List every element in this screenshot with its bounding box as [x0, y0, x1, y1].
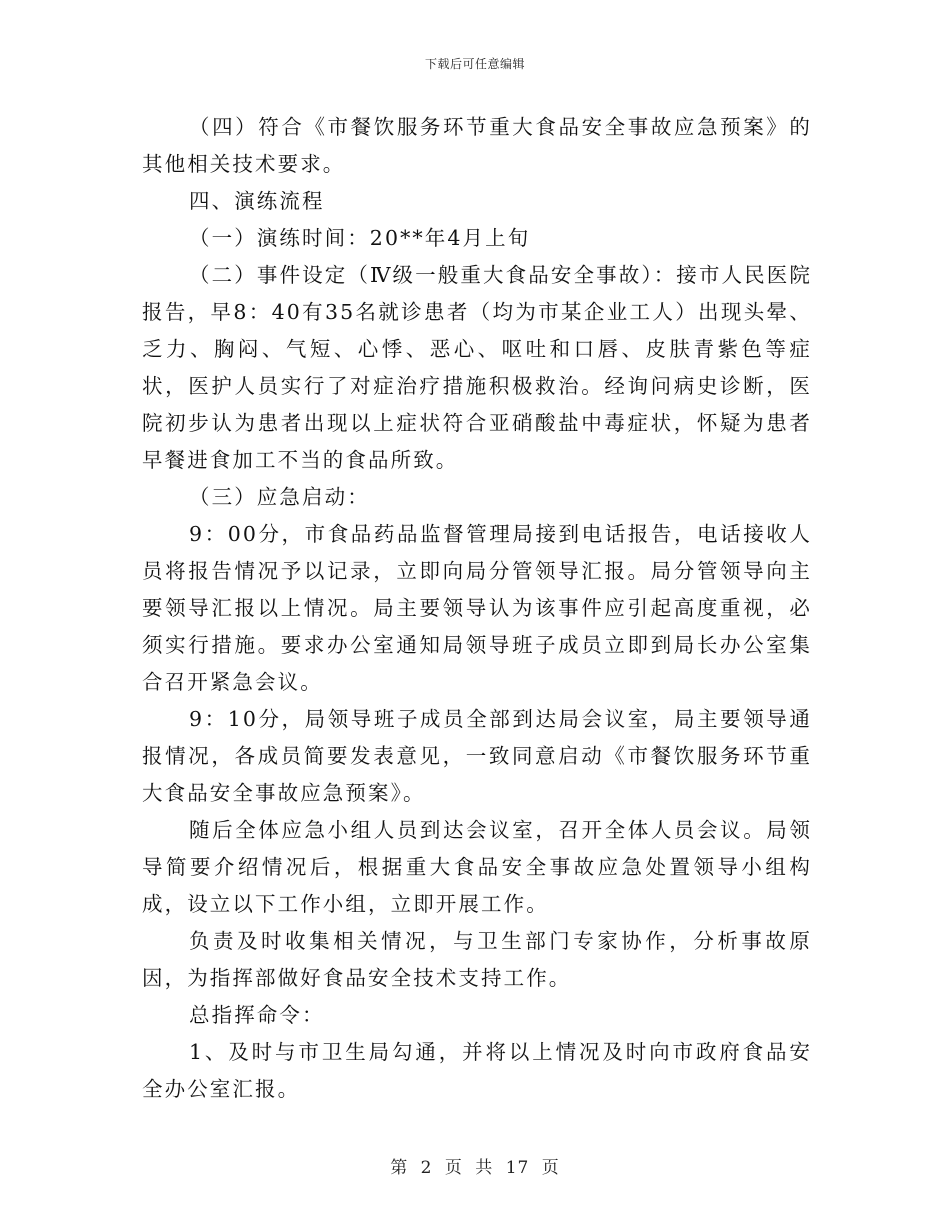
- paragraph-commander-order-heading: 总指挥命令：: [189, 1003, 325, 1027]
- paragraph-other-requirements: （四）符合《市餐饮服务环节重大食品安全事故应急预案》的其他相关技术要求。: [142, 115, 812, 176]
- page-number-footer: 第 2 页 共 17 页: [390, 1158, 560, 1178]
- page-header-note: 下载后可任意编辑: [424, 57, 525, 71]
- paragraph-event-setting: （二）事件设定（Ⅳ级一般重大食品安全事故）：接市人民医院报告，早8：40有35名就诊患者（均为市某企业工人）出现头晕、乏力、胸闷、气短、心悸、恶心、呕吐和口唇、皮肤青紫色等症状，医护人员实行了对症治疗措施积极救治。经询问病史诊断，医院初步认为患者出现以上症状符合亚硝酸盐中毒症状，怀疑为患者早餐进食加工不当的食品所致。: [142, 263, 812, 472]
- paragraph-drill-time: （一）演练时间：20**年4月上旬: [189, 226, 531, 250]
- section-heading-drill-process: 四、演练流程: [189, 189, 325, 213]
- paragraph-all-staff-meeting: 随后全体应急小组人员到达会议室，召开全体人员会议。局领导简要介绍情况后，根据重大食品安全事故应急处置领导小组构成，设立以下工作小组，立即开展工作。: [142, 818, 812, 916]
- paragraph-emergency-start-heading: （三）应急启动：: [189, 485, 370, 509]
- paragraph-0910-meeting: 9：10分，局领导班子成员全部到达局会议室，局主要领导通报情况，各成员简要发表意见，一致同意启动《市餐饮服务环节重大食品安全事故应急预案》。: [142, 707, 812, 805]
- paragraph-technical-support: 负责及时收集相关情况，与卫生部门专家协作，分析事故原因，为指挥部做好食品安全技术支持工作。: [142, 929, 812, 990]
- document-body: [142, 109, 812, 1108]
- paragraph-order-item-1: 1、及时与市卫生局勾通，并将以上情况及时向市政府食品安全办公室汇报。: [142, 1040, 812, 1101]
- paragraph-0900-report: 9：00分，市食品药品监督管理局接到电话报告，电话接收人员将报告情况予以记录，立即向局分管领导汇报。局分管领导向主要领导汇报以上情况。局主要领导认为该事件应引起高度重视，必须实行措施。要求办公室通知局领导班子成员立即到局长办公室集合召开紧急会议。: [142, 522, 812, 694]
